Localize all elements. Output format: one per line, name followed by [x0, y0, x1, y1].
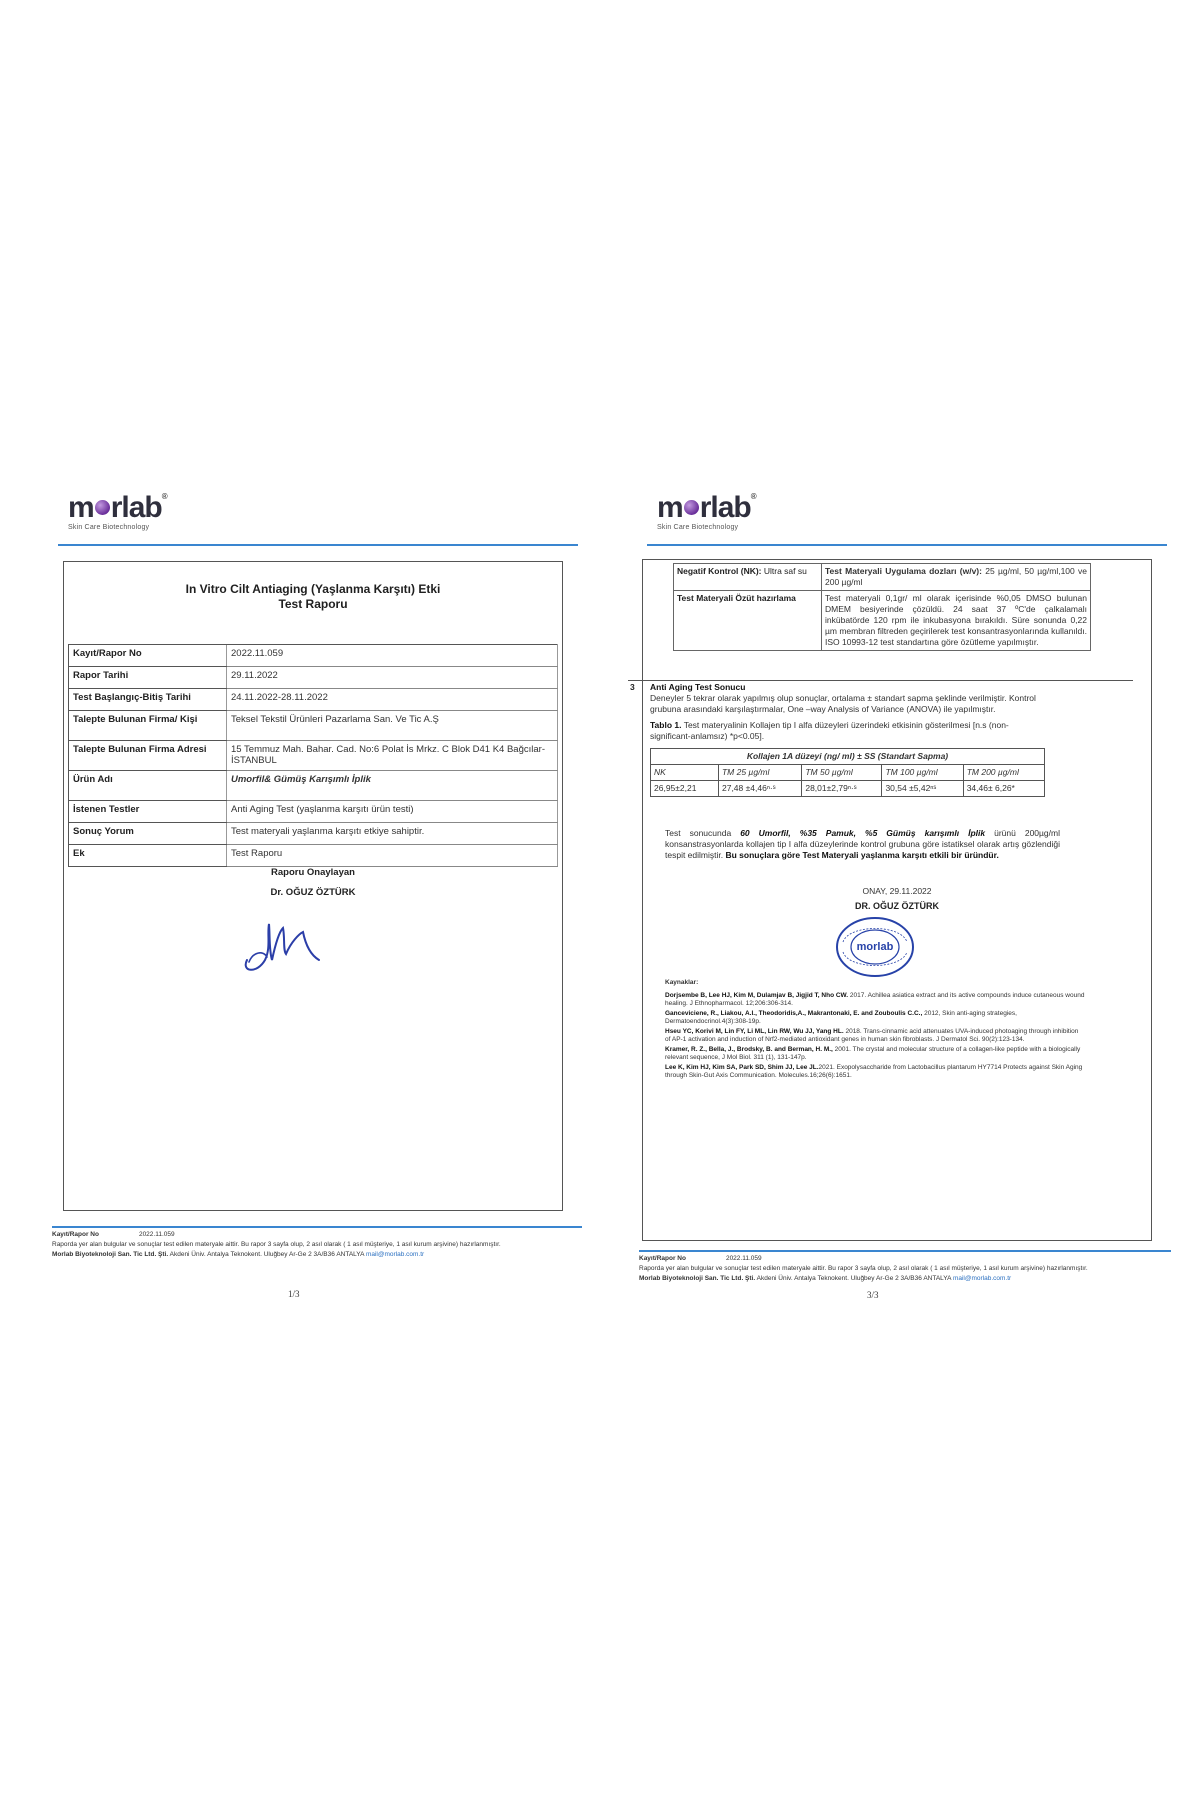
footer-company: Morlab Biyoteknoloji San. Tic Ltd. Şti.	[52, 1251, 169, 1258]
section-body	[650, 682, 1045, 797]
column-header: TM 200 µg/ml	[963, 765, 1044, 781]
row-label: Ek	[69, 845, 227, 867]
report-frame	[63, 561, 563, 1211]
table-row	[674, 591, 1091, 651]
row-label: Negatif Kontrol (NK): Ultra saf su	[674, 564, 822, 591]
row-value: Umorfil& Gümüş Karışımlı İplik	[227, 771, 558, 801]
reference-item: Lee K, Kim HJ, Kim SA, Park SD, Shim JJ, Lee JL.2021. Exopolysaccharide from Lactobacillus plantarum HY7714 Protects against Skin Aging through Skin-Gut Axis Communication. Molecules.16;26(6):1651.	[665, 1063, 1083, 1079]
table-row	[69, 711, 558, 741]
row-label: Talepte Bulunan Firma/ Kişi	[69, 711, 227, 741]
report-title-line2: Test Raporu	[278, 597, 348, 611]
table-row	[69, 801, 558, 823]
report-page-1	[52, 478, 578, 1318]
table-title: Kollajen 1A düzeyi (ng/ ml) ± SS (Standart Sapma)	[651, 749, 1045, 765]
column-header: TM 50 µg/ml	[802, 765, 882, 781]
logo-tagline: Skin Care Biotechnology	[68, 524, 150, 531]
page-number: 1/3	[288, 1289, 300, 1299]
company-seal-image	[835, 916, 915, 978]
header-divider	[58, 544, 578, 546]
footer-divider	[52, 1226, 582, 1228]
footer-disclaimer: Raporda yer alan bulgular ve sonuçlar test edilen materyale aittir. Bu rapor 3 sayfa olup, 2 asıl olarak ( 1 asıl müşteriye, 1 asıl kurum arşivine) hazırlanmıştır.	[639, 1265, 1088, 1272]
morlab-logo: m rlab® Skin Care Biotechnology	[657, 491, 756, 531]
footer-address: Akdeni Üniv. Antalya Teknokent. Uluğbey Ar-Ge 2 3A/B36 ANTALYA	[756, 1275, 952, 1282]
row-value: Anti Aging Test (yaşlanma karşıtı ürün testi)	[227, 801, 558, 823]
morlab-logo: m rlab® Skin Care Biotechnology	[68, 491, 167, 531]
row-label: İstenen Testler	[69, 801, 227, 823]
table-row	[69, 645, 558, 667]
collagen-table	[650, 748, 1045, 797]
approval-label: Raporu Onaylayan	[271, 867, 355, 878]
table-cell: 28,01±2,79ⁿ·ˢ	[802, 781, 882, 797]
reference-item: Kramer, R. Z., Bella, J., Brodsky, B. and Berman, H. M., 2001. The crystal and molecular structure of a collagen-like peptide with a biologically relevant sequence, J Mol Biol. 311 (1), 131-147p.	[665, 1045, 1081, 1061]
approval-date: ONAY, 29.11.2022	[862, 886, 932, 896]
header-divider	[647, 544, 1167, 546]
table-caption: Tablo 1. Test materyalinin Kollajen tip I alfa düzeyleri üzerindeki etkisinin gösterilmesi [n.s (non-significant-anlamsız) *p<0.05].	[650, 720, 1009, 741]
column-header: NK	[651, 765, 719, 781]
footer-no: 2022.11.059	[138, 1231, 175, 1238]
table-row	[69, 741, 558, 771]
reference-item: Dorjsembe B, Lee HJ, Kim M, Dulamjav B, Jigjid T, Nho CW. 2017. Achillea asiatica extract and its active compounds induce cutaneous wound healing. J Ethnopharmacol. 12;206:306-314.	[665, 991, 1085, 1007]
table-row	[651, 749, 1045, 765]
column-header: TM 25 µg/ml	[718, 765, 801, 781]
row-label: Rapor Tarihi	[69, 667, 227, 689]
footer-disclaimer: Raporda yer alan bulgular ve sonuçlar test edilen materyale aittir. Bu rapor 3 sayfa olup, 2 asıl olarak ( 1 asıl müşteriye, 1 asıl kurum arşivine) hazırlanmıştır.	[52, 1241, 501, 1248]
table-row	[69, 845, 558, 867]
report-frame	[630, 559, 1152, 1241]
row-label: Sonuç Yorum	[69, 823, 227, 845]
table-row	[651, 781, 1045, 797]
report-title	[64, 582, 562, 612]
table-row	[69, 823, 558, 845]
method-table	[673, 563, 1091, 651]
table-row	[69, 667, 558, 689]
row-label: Ürün Adı	[69, 771, 227, 801]
page-footer	[52, 1230, 501, 1260]
approver-name: Dr. OĞUZ ÖZTÜRK	[270, 887, 356, 898]
column-header: TM 100 µg/ml	[882, 765, 963, 781]
logo-tagline: Skin Care Biotechnology	[657, 524, 739, 531]
row-value: 24.11.2022-28.11.2022	[227, 689, 558, 711]
footer-no-label: Kayıt/Rapor No	[52, 1231, 99, 1238]
footer-mail-link[interactable]: mail@morlab.com.tr	[952, 1275, 1012, 1282]
section-text: Deneyler 5 tekrar olarak yapılmış olup sonuçlar, ortalama ± standart sapma şeklinde verilmiştir. Kontrol grubuna arasındaki karşılaştırmalar, One –way Analysis of Variance (ANOVA) ile yapılmıştır.	[650, 693, 1036, 714]
references	[665, 979, 1085, 1082]
table-row	[69, 689, 558, 711]
footer-no: 2022.11.059	[725, 1255, 762, 1262]
svg-text:morlab: morlab	[856, 941, 894, 953]
table-cell: 34,46± 6,26*	[963, 781, 1044, 797]
row-label: Test Başlangıç-Bitiş Tarihi	[69, 689, 227, 711]
row-label: Talepte Bulunan Firma Adresi	[69, 741, 227, 771]
conclusion-text: Test sonucunda 60 Umorfil, %35 Pamuk, %5 Gümüş karışımlı İplik ürünü 200µg/ml konsanstrasyonlarda kollajen tip I alfa düzeylerinde kontrol grubuna göre istatiksel olarak artış gözlendiği tespit edilmiştir. Bu sonuçlara göre Test Materyali yaşlanma karşıtı etkili bir üründür.	[665, 828, 1060, 860]
section-title: Anti Aging Test Sonucu	[650, 682, 746, 692]
table-cell: 30,54 ±5,42ⁿˢ	[882, 781, 963, 797]
results-section	[628, 680, 1133, 848]
page-number: 3/3	[867, 1290, 879, 1300]
report-title-line1: In Vitro Cilt Antiaging (Yaşlanma Karşıtı) Etki	[185, 582, 441, 596]
footer-divider	[639, 1250, 1171, 1252]
row-value: Test materyali yaşlanma karşıtı etkiye sahiptir.	[227, 823, 558, 845]
row-value: 29.11.2022	[227, 667, 558, 689]
row-value: Test materyali 0,1gr/ ml olarak içerisinde %0,05 DMSO bulunan DMEM besiyerinde çözüldü. 24 saat 37 ºC'de çalkalamalı inkübatörde 120 rpm ile inkubasyona bırakıldı. Süre sonunda 0,22 µm membran filtreden geçirilerek test konsantrasyonlarında kullanıldı. ISO 10993-12 test standartına göre özütleme yapılmıştır.	[822, 591, 1091, 651]
method-block	[663, 560, 1091, 651]
row-label: Test Materyali Özüt hazırlama	[674, 591, 822, 651]
table-row	[69, 771, 558, 801]
reference-item: Hseu YC, Korivi M, Lin FY, Li ML, Lin RW, Wu JJ, Yang HL. 2018. Trans-cinnamic acid attenuates UVA-induced photoaging through inhibition of AP-1 activation and induction of Nrf2-mediated antioxidant genes in human skin fibroblasts. J Dermatol Sci. 90(2):123-134.	[665, 1027, 1079, 1043]
row-value: 2022.11.059	[227, 645, 558, 667]
signature-image	[239, 902, 329, 977]
section-number: 3	[630, 682, 635, 692]
row-label: Kayıt/Rapor No	[69, 645, 227, 667]
footer-no-label: Kayıt/Rapor No	[639, 1255, 686, 1262]
approver-name: DR. OĞUZ ÖZTÜRK	[855, 901, 939, 911]
footer-address: Akdeni Üniv. Antalya Teknokent. Uluğbey Ar-Ge 2 3A/B36 ANTALYA	[169, 1251, 365, 1258]
table-row	[674, 564, 1091, 591]
footer-company: Morlab Biyoteknoloji San. Tic Ltd. Şti.	[639, 1275, 756, 1282]
table-row	[651, 765, 1045, 781]
report-info-table	[68, 644, 558, 867]
report-page-3	[630, 478, 1167, 1318]
footer-mail-link[interactable]: mail@morlab.com.tr	[365, 1251, 425, 1258]
reference-item: Ganceviciene, R., Liakou, A.I., Theodoridis,A., Makrantonaki, E. and Zouboulis C.C., 2012, Skin anti-aging strategies, Dermatoendocrinol.4(3):308-19p.	[665, 1009, 1017, 1025]
row-value: Test Raporu	[227, 845, 558, 867]
row-value: Teksel Tekstil Ürünleri Pazarlama San. Ve Tic A.Ş	[227, 711, 558, 741]
row-value: 15 Temmuz Mah. Bahar. Cad. No:6 Polat İs Mrkz. C Blok D41 K4 Bağcılar-İSTANBUL	[227, 741, 558, 771]
row-value: Test Materyali Uygulama dozları (w/v): 25 µg/ml, 50 µg/ml,100 ve 200 µg/ml	[822, 564, 1091, 591]
table-cell: 27,48 ±4,46ⁿ·ˢ	[718, 781, 801, 797]
page-footer	[639, 1254, 1088, 1284]
references-title: Kaynaklar:	[665, 979, 699, 986]
table-cell: 26,95±2,21	[651, 781, 719, 797]
